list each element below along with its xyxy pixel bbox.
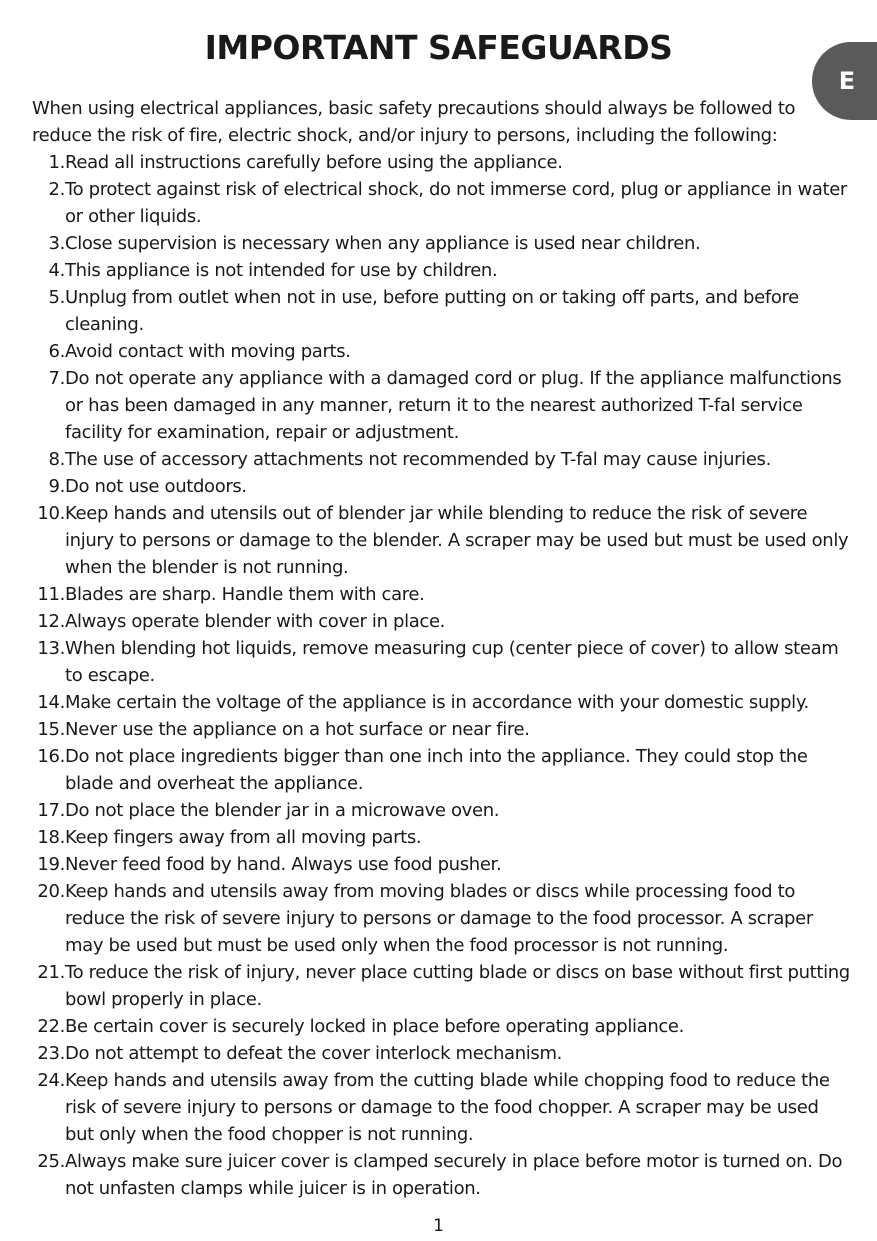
item-text: Unplug from outlet when not in use, before putting on or taking off parts, and before cleaning. bbox=[65, 287, 799, 335]
list-item bbox=[32, 149, 852, 176]
item-number: 14. bbox=[37, 692, 65, 713]
item-number: 19. bbox=[37, 854, 65, 875]
list-item bbox=[32, 473, 852, 500]
item-number: 7. bbox=[48, 368, 65, 389]
list-item bbox=[32, 257, 852, 284]
list-item bbox=[32, 878, 852, 959]
item-text: Do not attempt to defeat the cover interlock mechanism. bbox=[65, 1043, 563, 1064]
item-text: Blades are sharp. Handle them with care. bbox=[65, 584, 425, 605]
item-text: Do not place ingredients bigger than one inch into the appliance. They could stop the blade and overheat the appliance. bbox=[65, 746, 808, 794]
intro-paragraph: When using electrical appliances, basic safety precautions should always be followed to reduce the risk of fire, electric shock, and/or injury to persons, including the following: bbox=[32, 98, 796, 146]
list-item bbox=[32, 959, 852, 1013]
item-text: Keep hands and utensils away from the cutting blade while chopping food to reduce the risk of severe injury to persons or damage to the food chopper. A scraper may be used but only when the food chopper is not running. bbox=[65, 1070, 830, 1145]
list-item bbox=[32, 851, 852, 878]
item-number: 18. bbox=[37, 827, 65, 848]
item-text: Never use the appliance on a hot surface or near fire. bbox=[65, 719, 530, 740]
item-number: 11. bbox=[37, 584, 65, 605]
list-item bbox=[32, 500, 852, 581]
item-number: 8. bbox=[48, 449, 65, 470]
list-item bbox=[32, 1148, 852, 1202]
item-number: 3. bbox=[48, 233, 65, 254]
item-number: 21. bbox=[37, 962, 65, 983]
item-text: Always operate blender with cover in place. bbox=[65, 611, 446, 632]
item-number: 24. bbox=[37, 1070, 65, 1091]
item-text: This appliance is not intended for use by children. bbox=[65, 260, 498, 281]
item-text: Make certain the voltage of the appliance is in accordance with your domestic supply. bbox=[65, 692, 809, 713]
item-text: Avoid contact with moving parts. bbox=[65, 341, 351, 362]
safeguard-list bbox=[32, 149, 852, 1202]
list-item bbox=[32, 284, 852, 338]
item-number: 1. bbox=[48, 152, 65, 173]
list-item bbox=[32, 1040, 852, 1067]
item-text: Always make sure juicer cover is clamped securely in place before motor is turned on. Do not unfasten clamps while juicer is in operation. bbox=[65, 1151, 843, 1199]
list-item bbox=[32, 581, 852, 608]
list-item bbox=[32, 716, 852, 743]
item-number: 17. bbox=[37, 800, 65, 821]
item-text: The use of accessory attachments not recommended by T-fal may cause injuries. bbox=[65, 449, 771, 470]
item-text: Do not operate any appliance with a damaged cord or plug. If the appliance malfunctions or has been damaged in any manner, return it to the nearest authorized T-fal service facility for examination, repair or adjustment. bbox=[65, 368, 842, 443]
item-text: To reduce the risk of injury, never place cutting blade or discs on base without first putting bowl properly in place. bbox=[65, 962, 850, 1010]
item-text: When blending hot liquids, remove measuring cup (center piece of cover) to allow steam to escape. bbox=[65, 638, 839, 686]
item-number: 16. bbox=[37, 746, 65, 767]
item-text: Keep hands and utensils out of blender jar while blending to reduce the risk of severe injury to persons or damage to the blender. A scraper may be used but must be used only when the blender is not running. bbox=[65, 503, 849, 578]
list-item bbox=[32, 230, 852, 257]
item-number: 9. bbox=[48, 476, 65, 497]
item-text: Read all instructions carefully before using the appliance. bbox=[65, 152, 563, 173]
item-number: 5. bbox=[48, 287, 65, 308]
page-title: IMPORTANT SAFEGUARDS bbox=[204, 28, 673, 67]
item-number: 15. bbox=[37, 719, 65, 740]
item-text: Do not place the blender jar in a microwave oven. bbox=[65, 800, 500, 821]
list-item bbox=[32, 338, 852, 365]
item-text: Keep hands and utensils away from moving blades or discs while processing food to reduce the risk of severe injury to persons or damage to the food processor. A scraper may be used but must be used only when the food processor is not running. bbox=[65, 881, 813, 956]
item-text: Do not use outdoors. bbox=[65, 476, 247, 497]
language-tab-label: E bbox=[838, 67, 856, 95]
list-item bbox=[32, 689, 852, 716]
list-item bbox=[32, 1067, 852, 1148]
list-item bbox=[32, 365, 852, 446]
item-text: Never feed food by hand. Always use food pusher. bbox=[65, 854, 502, 875]
item-text: Keep fingers away from all moving parts. bbox=[65, 827, 422, 848]
item-number: 6. bbox=[48, 341, 65, 362]
list-item bbox=[32, 1013, 852, 1040]
list-item bbox=[32, 608, 852, 635]
item-text: Close supervision is necessary when any appliance is used near children. bbox=[65, 233, 701, 254]
list-item bbox=[32, 446, 852, 473]
item-number: 23. bbox=[37, 1043, 65, 1064]
item-number: 22. bbox=[37, 1016, 65, 1037]
list-item bbox=[32, 176, 852, 230]
item-text: To protect against risk of electrical shock, do not immerse cord, plug or appliance in water or other liquids. bbox=[65, 179, 847, 227]
list-item bbox=[32, 797, 852, 824]
item-number: 10. bbox=[37, 503, 65, 524]
item-number: 25. bbox=[37, 1151, 65, 1172]
list-item bbox=[32, 743, 852, 797]
list-item bbox=[32, 824, 852, 851]
item-number: 4. bbox=[48, 260, 65, 281]
item-number: 12. bbox=[37, 611, 65, 632]
list-item bbox=[32, 635, 852, 689]
item-number: 13. bbox=[37, 638, 65, 659]
item-number: 20. bbox=[37, 881, 65, 902]
item-text: Be certain cover is securely locked in place before operating appliance. bbox=[65, 1016, 685, 1037]
page-number: 1 bbox=[433, 1216, 444, 1236]
safeguards-content bbox=[32, 95, 852, 1202]
item-number: 2. bbox=[48, 179, 65, 200]
